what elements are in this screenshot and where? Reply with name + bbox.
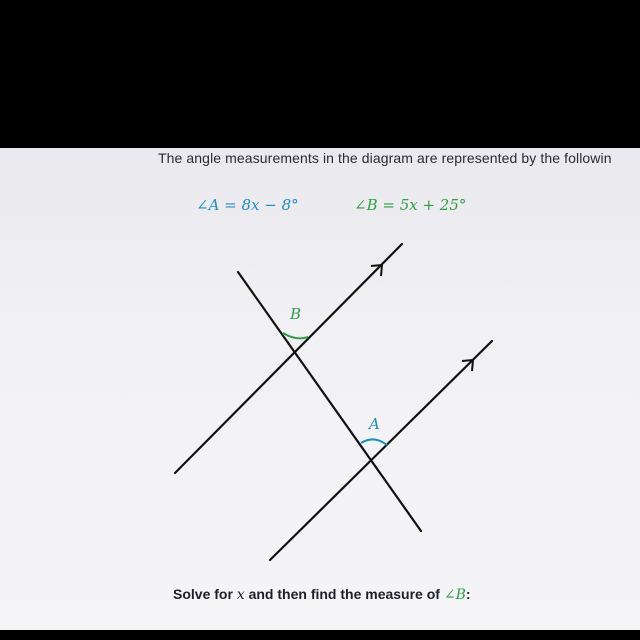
problem-intro-text: The angle measurements in the diagram are represented by the followin [158, 150, 612, 166]
question-middle: and then find the measure of [244, 586, 444, 602]
question-prefix: Solve for [173, 586, 237, 602]
angle-a-expression: ∠A = 8x − 8° [196, 196, 299, 214]
problem-panel [0, 148, 640, 630]
question-suffix: : [465, 586, 471, 602]
parallel-lines-diagram [0, 148, 640, 630]
angle-a-label: A [369, 415, 380, 433]
angle-a-arc [361, 439, 387, 445]
transversal-line [238, 272, 421, 531]
parallel-line-lower [270, 341, 492, 560]
screen-bottom-bezel [0, 630, 640, 640]
angle-b-label: B [290, 305, 302, 323]
angle-b-expression: ∠B = 5x + 25° [354, 196, 467, 214]
question-variable: x [236, 587, 245, 603]
parallel-line-upper [175, 244, 402, 473]
question-text [173, 586, 471, 603]
angle-b-arc [283, 333, 308, 338]
question-angle: ∠B [443, 587, 466, 603]
